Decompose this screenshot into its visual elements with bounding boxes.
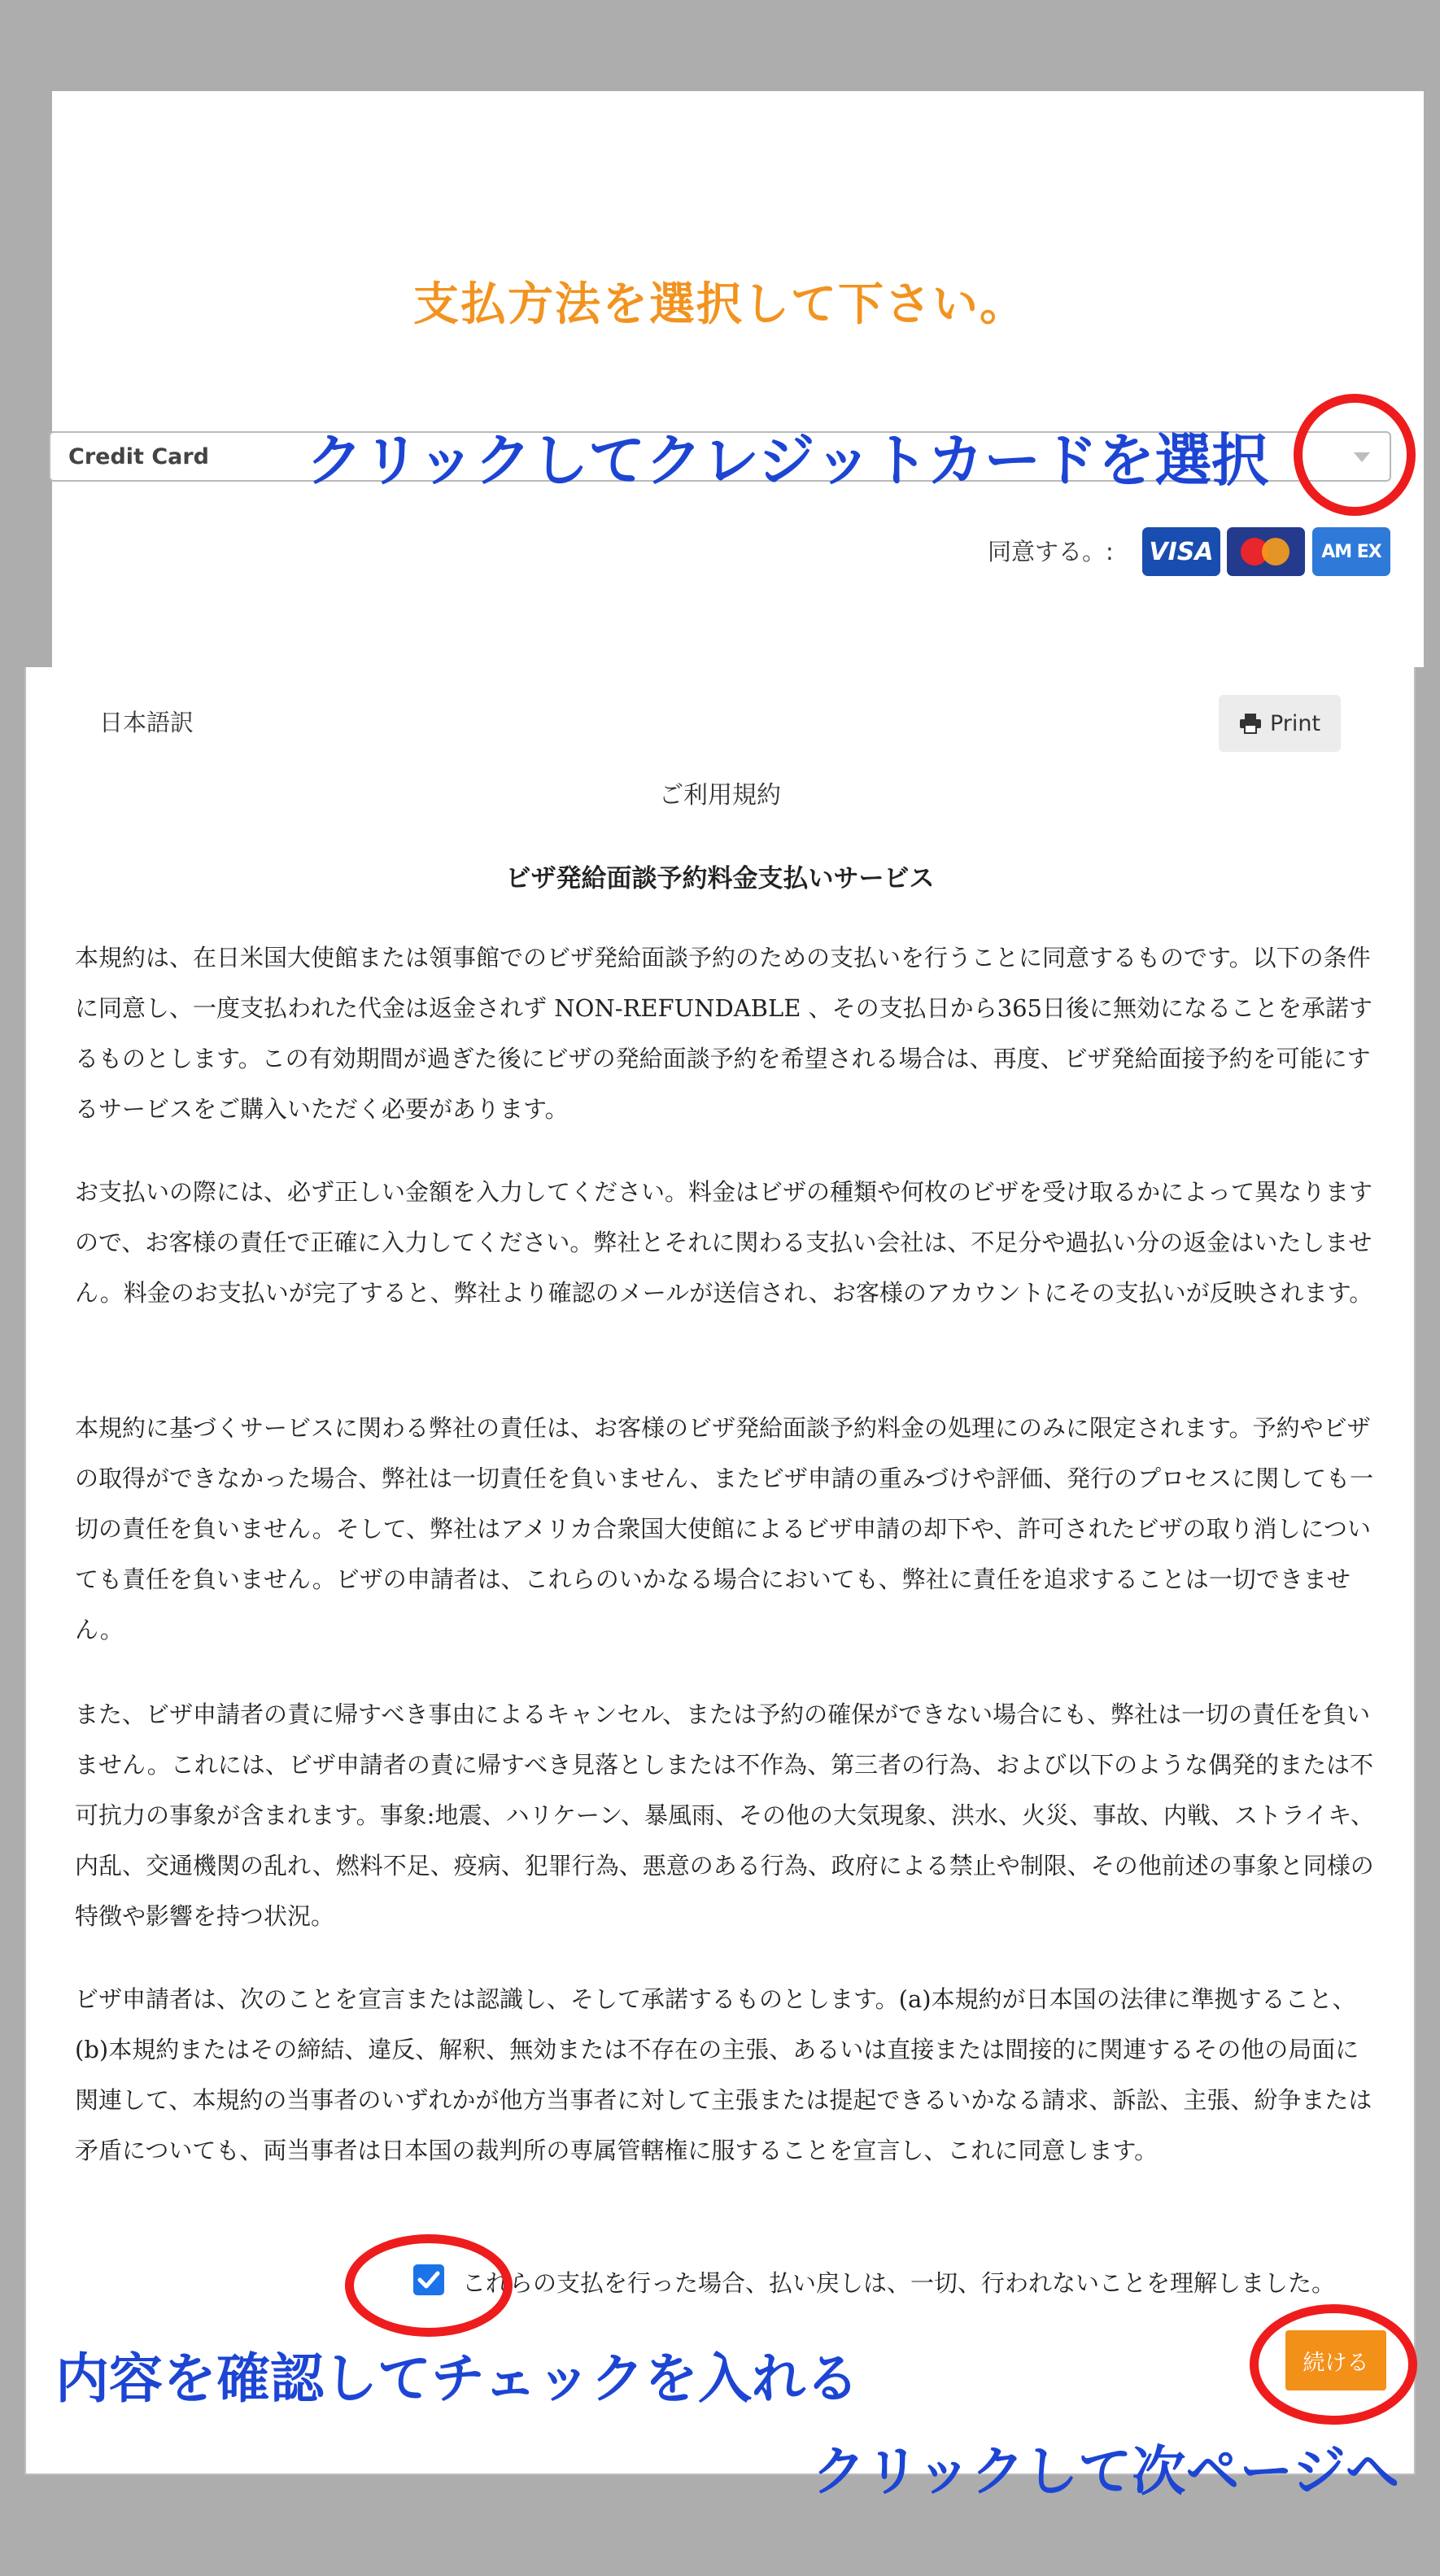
- visa-logo-text: VISA: [1149, 537, 1214, 566]
- annotation-ring-checkbox: [345, 2234, 513, 2337]
- print-button[interactable]: [1219, 695, 1341, 752]
- visa-logo: [1142, 527, 1220, 576]
- annotation-select-hint: クリックしてクレジットカードを選択: [306, 427, 1269, 494]
- mastercard-logo: [1227, 527, 1305, 576]
- annotation-check-hint: 内容を確認してチェックを入れる: [55, 2347, 860, 2410]
- terms-subtitle: ビザ発給面談予約料金支払いサービス: [505, 864, 935, 893]
- annotation-ring-continue: [1250, 2304, 1417, 2425]
- amex-logo-text: AM EX: [1321, 541, 1381, 562]
- terms-paragraph: お支払いの際には、必ず正しい金額を入力してください。料金はビザの種類や何枚のビザを受け取るかによって異なりますので、お客様の責任で正確に入力してください。弊社とそれに関わる支払い会社は、不足分や過払い分の返金はいたしません。料金のお支払いが完了すると、弊社より確認のメールが送信され、お客様のアカウントにその支払いが反映されます。: [75, 1178, 1373, 1307]
- mastercard-yellow-circle: [1262, 538, 1289, 565]
- payment-method-card: [52, 91, 1424, 667]
- printer-icon: [1239, 713, 1262, 734]
- amex-logo: [1312, 527, 1390, 576]
- terms-paragraph: 本規約に基づくサービスに関わる弊社の責任は、お客様のビザ発給面談予約料金の処理にのみに限定されます。予約やビザの取得ができなかった場合、弊社は一切責任を負いません、またビザ申請の重みづけや評価、発行のプロセスに関しても一切の責任を負いません。そして、弊社はアメリカ合衆国大使館によるビザ申請の却下や、許可されたビザの取り消しについても責任を負いません。ビザの申請者は、これらのいかなる場合においても、弊社に責任を追求することは一切できません。: [75, 1414, 1374, 1644]
- agree-label: 同意する。:: [988, 538, 1114, 565]
- payment-method-value: Credit Card: [68, 444, 210, 469]
- terms-paragraph: 本規約は、在日米国大使館または領事館でのビザ発給面談予約のための支払いを行うことに同意するものです。以下の条件に同意し、一度支払われた代金は返金されず NON-REFUNDABLE 、その支払日から365日後に無効になることを承諾するものとします。この有効期間が過ぎた後にビザの発給面談予約を希望される場合は、再度、ビザ発給面接予約を可能にするサービスをご購入いただく必要があります。: [75, 944, 1372, 1123]
- page-title: 支払方法を選択して下さい。: [413, 278, 1027, 331]
- continue-button[interactable]: 続ける: [1285, 2330, 1386, 2390]
- annotation-next-hint: クリックして次ページへ: [812, 2440, 1400, 2503]
- language-label: 日本語訳: [99, 709, 194, 736]
- terms-paragraph: ビザ申請者は、次のことを宣言または認識し、そして承諾するものとします。(a)本規約が日本国の法律に準拠すること、(b)本規約またはその締結、違反、解釈、無効または不存在の主張、あるいは直接または間接的に関連するその他の局面に関連して、本規約の当事者のいずれかが他方当事者に対して主張または提起できるいかなる請求、訴訟、主張、紛争または矛盾についても、両当事者は日本国の裁判所の専属管轄権に服することを宣言し、これに同意します。: [75, 1985, 1372, 2164]
- annotation-ring-dropdown: [1294, 394, 1416, 516]
- print-label: Print: [1269, 710, 1321, 736]
- terms-paragraph: また、ビザ申請者の責に帰すべき事由によるキャンセル、または予約の確保ができない場合にも、弊社は一切の責任を負いません。これには、ビザ申請者の責に帰すべき見落としまたは不作為、第三者の行為、および以下のような偶発的または不可抗力の事象が含まれます。事象:地震、ハリケーン、暴風雨、その他の大気現象、洪水、火災、事故、内戦、ストライキ、内乱、交通機関の乱れ、燃料不足、疫病、犯罪行為、悪意のある行為、政府による禁止や制限、その他前述の事象と同様の特徴や影響を持つ状況。: [75, 1701, 1374, 1930]
- terms-title: ご利用規約: [659, 781, 781, 810]
- no-refund-checkbox-label[interactable]: これらの支払を行った場合、払い戻しは、一切、行われないことを理解しました。: [462, 2269, 1336, 2297]
